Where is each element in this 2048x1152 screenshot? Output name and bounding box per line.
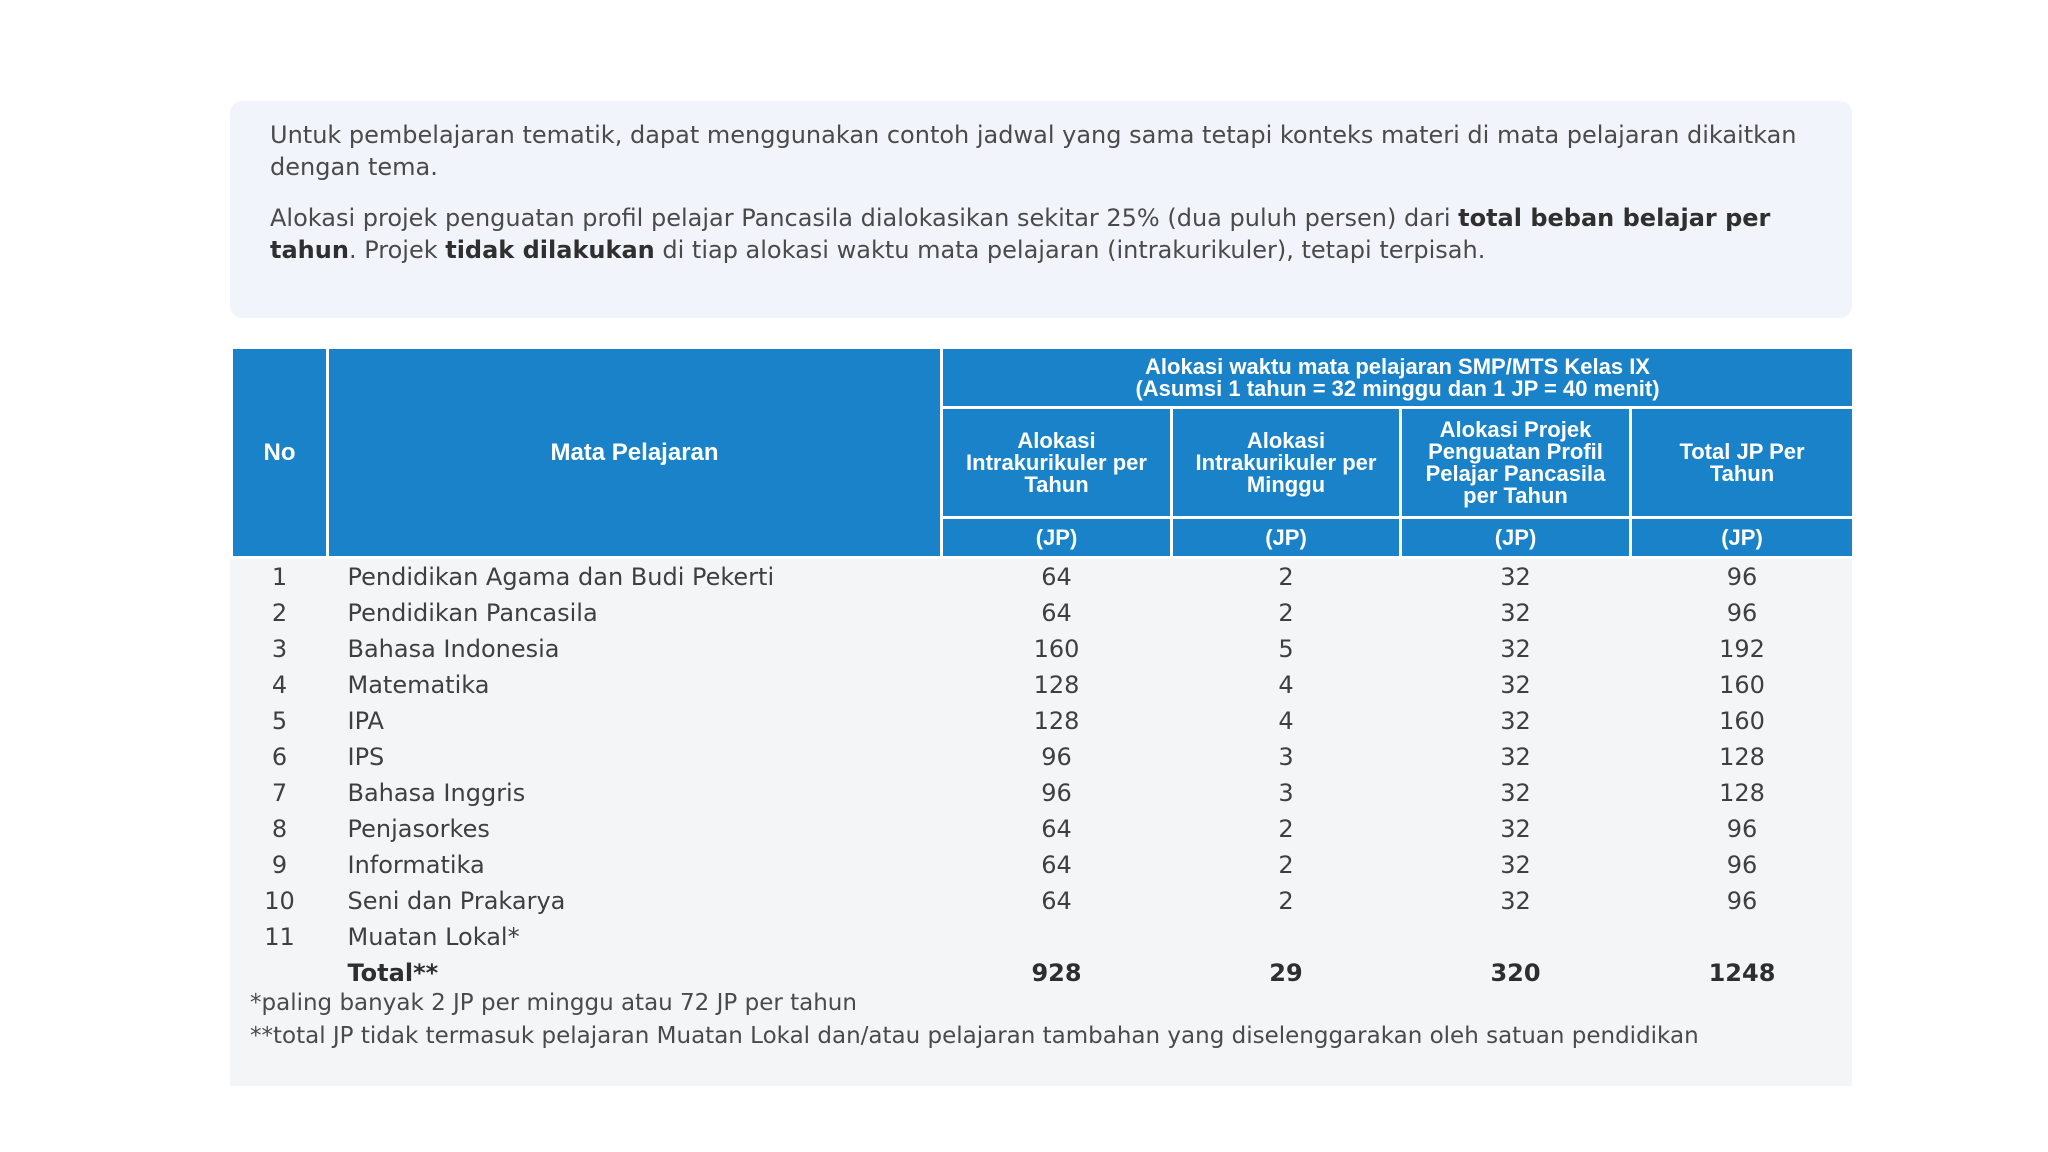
- row-week: 3: [1278, 779, 1294, 807]
- header-group: [942, 348, 1854, 408]
- row-no: 2: [271, 599, 288, 627]
- total-total: 1248: [1708, 959, 1776, 987]
- row-no: 1: [271, 563, 288, 591]
- row-project: 32: [1500, 815, 1531, 843]
- total-week: 29: [1269, 959, 1303, 987]
- header-unit-week: (JP): [1172, 518, 1401, 558]
- row-no: 5: [271, 707, 288, 735]
- row-week: 2: [1278, 887, 1294, 915]
- header-unit-total: (JP): [1631, 518, 1854, 558]
- row-week: 2: [1278, 815, 1294, 843]
- row-subject: Penjasorkes: [347, 815, 490, 843]
- header-group-line1: Alokasi waktu mata pelajaran SMP/MTS Kelas IX: [1145, 353, 1650, 379]
- note-paragraph-2: [270, 202, 1812, 266]
- table-row: [232, 883, 1854, 919]
- row-total: 128: [1719, 779, 1765, 807]
- row-week: [1172, 919, 1401, 955]
- header-no: No: [232, 348, 328, 558]
- row-project: 32: [1500, 563, 1531, 591]
- row-project: 32: [1500, 851, 1531, 879]
- row-total: 96: [1726, 599, 1758, 627]
- row-total: 96: [1726, 563, 1758, 591]
- row-week: 4: [1278, 671, 1294, 699]
- footnotes: [250, 990, 1840, 1056]
- row-week: 2: [1278, 599, 1294, 627]
- row-total: 96: [1726, 851, 1758, 879]
- header-subject: Mata Pelajaran: [328, 348, 942, 558]
- footnote-1: *paling banyak 2 JP per minggu atau 72 JP per tahun: [250, 990, 857, 1016]
- row-year: 64: [1041, 851, 1072, 879]
- row-no: 11: [264, 923, 295, 951]
- row-year: 96: [1041, 743, 1072, 771]
- note-p2-bold-b: tidak dilakukan: [445, 236, 655, 264]
- row-project: 32: [1500, 887, 1531, 915]
- table-row: [232, 558, 1854, 596]
- row-project: 32: [1500, 707, 1531, 735]
- row-no: 9: [271, 851, 288, 879]
- row-project: 32: [1500, 599, 1531, 627]
- row-subject: Muatan Lokal*: [347, 923, 520, 951]
- header-group-line2: (Asumsi 1 tahun = 32 minggu dan 1 JP = 40 menit): [1135, 375, 1660, 401]
- total-row: [232, 955, 1854, 991]
- row-year: 96: [1041, 779, 1072, 807]
- header-unit-project: (JP): [1401, 518, 1631, 558]
- row-subject: Pendidikan Agama dan Budi Pekerti: [347, 563, 775, 591]
- note-paragraph-1: Untuk pembelajaran tematik, dapat menggunakan contoh jadwal yang sama tetapi konteks materi di mata pelajaran dikaitkan dengan tema.: [270, 121, 1797, 181]
- table-row: [232, 703, 1854, 739]
- row-total: 96: [1726, 887, 1758, 915]
- table-row: [232, 775, 1854, 811]
- total-project: 320: [1490, 959, 1541, 987]
- table-row: [232, 919, 1854, 955]
- row-project: 32: [1500, 743, 1531, 771]
- row-no: 3: [271, 635, 288, 663]
- row-year: 160: [1033, 635, 1080, 663]
- row-subject: Bahasa Indonesia: [347, 635, 560, 663]
- row-total: [1631, 919, 1854, 955]
- row-no: 6: [271, 743, 288, 771]
- row-week: 4: [1278, 707, 1294, 735]
- table-row: [232, 595, 1854, 631]
- header-unit-year: (JP): [942, 518, 1172, 558]
- table-row: [232, 739, 1854, 775]
- row-total: 96: [1726, 815, 1758, 843]
- total-year: 928: [1031, 959, 1082, 987]
- row-subject: Matematika: [347, 671, 490, 699]
- row-no: 4: [271, 671, 288, 699]
- header-col-project: Alokasi Projek Penguatan Profil Pelajar Pancasila per Tahun: [1401, 408, 1631, 518]
- total-label: Total**: [347, 959, 439, 987]
- row-year: 64: [1041, 599, 1072, 627]
- allocation-table: [230, 346, 1855, 991]
- row-project: 32: [1500, 635, 1531, 663]
- row-week: 2: [1278, 563, 1294, 591]
- note-p2-text-c: di tiap alokasi waktu mata pelajaran (intrakurikuler), tetapi terpisah.: [654, 236, 1486, 264]
- row-subject: IPA: [347, 707, 384, 735]
- row-week: 2: [1278, 851, 1294, 879]
- row-year: 64: [1041, 887, 1072, 915]
- row-subject: Bahasa Inggris: [347, 779, 526, 807]
- row-year: 128: [1033, 707, 1080, 735]
- table-row: [232, 811, 1854, 847]
- row-no: 7: [271, 779, 288, 807]
- row-total: 160: [1719, 671, 1765, 699]
- row-subject: Pendidikan Pancasila: [347, 599, 598, 627]
- total-no-empty: [232, 955, 328, 991]
- row-week: 5: [1278, 635, 1294, 663]
- header-col-week: Alokasi Intrakurikuler per Minggu: [1172, 408, 1401, 518]
- row-project: 32: [1500, 779, 1531, 807]
- note-p2-text-a: Alokasi projek penguatan profil pelajar Pancasila dialokasikan sekitar 25% (dua puluh persen) dari: [270, 204, 1459, 232]
- row-total: 192: [1719, 635, 1765, 663]
- allocation-table-wrap: [230, 346, 1852, 1086]
- row-subject: Informatika: [347, 851, 485, 879]
- row-subject: IPS: [347, 743, 385, 771]
- row-week: 3: [1278, 743, 1294, 771]
- note-p2-text-b: . Projek: [348, 236, 446, 264]
- row-year: [942, 919, 1172, 955]
- info-note-box: [230, 101, 1852, 318]
- header-col-total: Total JP Per Tahun: [1631, 408, 1854, 518]
- note-p2-bold-a: total beban belajar per tahun: [270, 204, 1771, 264]
- row-no: 10: [264, 887, 295, 915]
- row-year: 128: [1033, 671, 1080, 699]
- row-total: 128: [1719, 743, 1765, 771]
- footnote-2: **total JP tidak termasuk pelajaran Muatan Lokal dan/atau pelajaran tambahan yang diselenggarakan oleh satuan pendidikan: [250, 1023, 1699, 1049]
- row-year: 64: [1041, 815, 1072, 843]
- row-total: 160: [1719, 707, 1765, 735]
- row-project: 32: [1500, 671, 1531, 699]
- header-col-year: Alokasi Intrakurikuler per Tahun: [942, 408, 1172, 518]
- row-project: [1401, 919, 1631, 955]
- row-subject: Seni dan Prakarya: [347, 887, 566, 915]
- table-row: [232, 847, 1854, 883]
- table-row: [232, 667, 1854, 703]
- row-no: 8: [271, 815, 288, 843]
- table-row: [232, 631, 1854, 667]
- row-year: 64: [1041, 563, 1072, 591]
